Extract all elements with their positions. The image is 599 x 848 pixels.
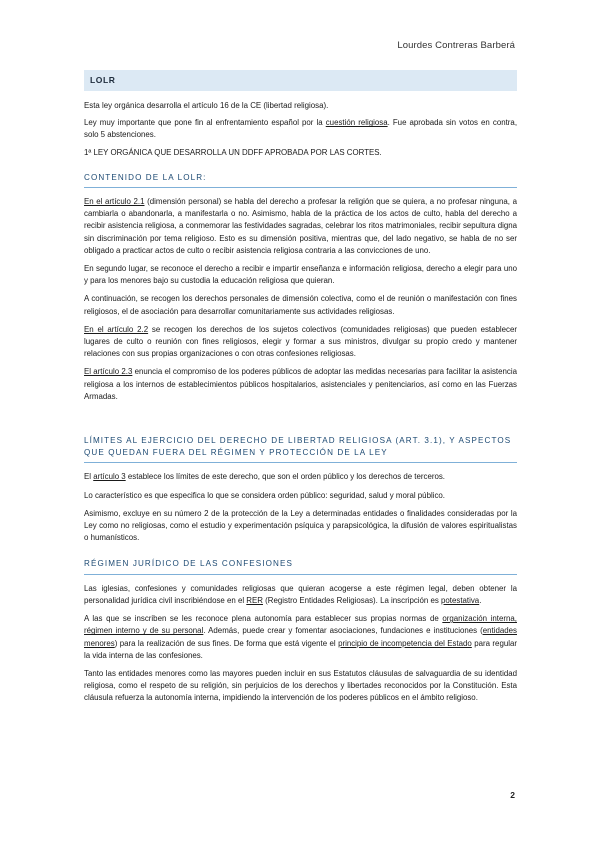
paragraph: [84, 324, 517, 361]
text: establece los límites de este derecho, que son el orden público y los derechos de terceros.: [125, 472, 446, 482]
text: (Registro Entidades Religiosas). La inscripción es: [262, 595, 442, 605]
paragraph: Asimismo, excluye en su número 2 de la protección de la Ley a determinadas entidades o finalidades consideradas por la Ley como no religiosas, como el estudio y experimentación psíquica y parapsicológica, la difusión de valores espiritualistas o humanísticos.: [84, 508, 517, 543]
text: Las iglesias, confesiones y comunidades religiosas que quieran acogerse a este régimen legal, deben obtener la personalidad jurídica civil inscribiéndose en el: [84, 583, 517, 605]
underlined-term: principio de incompetencia del Estado: [338, 638, 472, 648]
underlined-term: El artículo 2.3: [84, 367, 133, 377]
underlined-term: potestativa: [441, 595, 480, 605]
paragraph: [84, 471, 517, 483]
text: (dimensión personal) se habla del derecho a profesar la religión que se quiera, a no profesar ninguna, a cambiarla o abandonarla, a manifestarla o no. Asimismo, habla de la práctica de los actos de culto, habla del derecho a recibir asistencia religiosa, a conmemorar las festividades sagradas, celebrar los ritos matrimoniales, recibir sepultura digna sin discriminación por tema religioso. Esto es su dimensión positiva, mientras que, del lado negativo, se habla de no ser obligado a practicar actos de culto o recibir asistencia religiosa contraria a las convicciones de uno.: [84, 197, 517, 255]
header-author: Lourdes Contreras Barberá: [397, 40, 515, 51]
paragraph: Esta ley orgánica desarrolla el artículo 16 de la CE (libertad religiosa).: [84, 101, 329, 110]
text: Ley muy importante que pone fin al enfrentamiento español por la: [84, 118, 326, 128]
text: . Fue aprobada sin votos en contra, solo 5 abstenciones.: [84, 118, 518, 140]
paragraph: [84, 117, 517, 141]
underlined-term: artículo 3: [93, 472, 126, 482]
text: .: [479, 595, 482, 605]
underlined-term: RER: [246, 595, 263, 605]
section-heading-regimen: RÉGIMEN JURÍDICO DE LAS CONFESIONES: [84, 558, 517, 574]
text: se recogen los derechos de los sujetos colectivos (comunidades religiosas) que pueden establecer lugares de culto o reunión con fines religiosos, elegir y formar a sus ministros, divulgar su propio credo y mantener relaciones con sus propias organizaciones o con otras confesiones religiosas.: [84, 324, 518, 359]
underlined-term: entidades menores: [84, 626, 517, 648]
text: enuncia el compromiso de los poderes públicos de adoptar las medidas necesarias para facilitar la asistencia religiosa a los internos de establecimientos públicos hospitalarios, asistenciales y penitenciarios, así como en las Fuerzas Armadas.: [84, 367, 517, 401]
paragraph: A continuación, se recogen los derechos personales de dimensión colectiva, como el de reunión o manifestación con fines religiosos, el de asociación para desarrollar comunitariamente sus actividades religiosas.: [84, 294, 517, 316]
text: . Además, puede crear y fomentar asociaciones, fundaciones e instituciones (: [203, 626, 483, 636]
underlined-term: En el artículo 2.2: [84, 324, 149, 334]
text: ) para la realización de sus fines. De forma que está vigente el: [114, 638, 339, 648]
text: para regular la vida interna de las confesiones.: [84, 638, 517, 660]
paragraph: [84, 583, 517, 607]
page-number: 2: [510, 790, 515, 800]
paragraph: Lo característico es que especifica lo que se considera orden público: seguridad, salud y moral público.: [84, 490, 445, 500]
paragraph: [84, 196, 517, 257]
underlined-term: En el artículo 2.1: [84, 197, 145, 207]
paragraph: [84, 366, 517, 403]
underlined-term: cuestión religiosa: [325, 118, 388, 128]
section-heading-lolr: LOLR: [84, 70, 517, 91]
section-heading-contenido: CONTENIDO DE LA LOLR:: [84, 172, 517, 188]
paragraph: Tanto las entidades menores como las mayores pueden incluir en sus Estatutos cláusulas de salvaguardia de su identidad religiosa, como el respeto de su religión, sin perjuicios de los derechos y libertades reconocidos por la Constitución. Esta cláusula refuerza la autonomía interna, impidiendo la intervención de los poderes públicos en el ámbito religioso.: [84, 668, 517, 703]
text: A las que se inscriben se les reconoce plena autonomía para establecer sus propias normas de: [84, 614, 443, 624]
paragraph: 1ª LEY ORGÁNICA QUE DESARROLLA UN DDFF APROBADA POR LAS CORTES.: [84, 147, 382, 157]
paragraph: [84, 613, 517, 662]
section-heading-limites: LÍMITES AL EJERCICIO DEL DERECHO DE LIBERTAD RELIGIOSA (ART. 3.1), Y ASPECTOS QUE QUEDAN FUERA DEL RÉGIMEN Y PROTECCIÓN DE LA LEY: [84, 435, 517, 463]
text: El: [84, 472, 94, 482]
paragraph: En segundo lugar, se reconoce el derecho a recibir e impartir enseñanza e información religiosa, derecho a elegir para uno y para los menores bajo su custodia la educación religiosa que quieran.: [84, 264, 517, 286]
underlined-term: organización interna, régimen interno y de su personal: [84, 614, 517, 636]
document-body: [84, 70, 517, 711]
